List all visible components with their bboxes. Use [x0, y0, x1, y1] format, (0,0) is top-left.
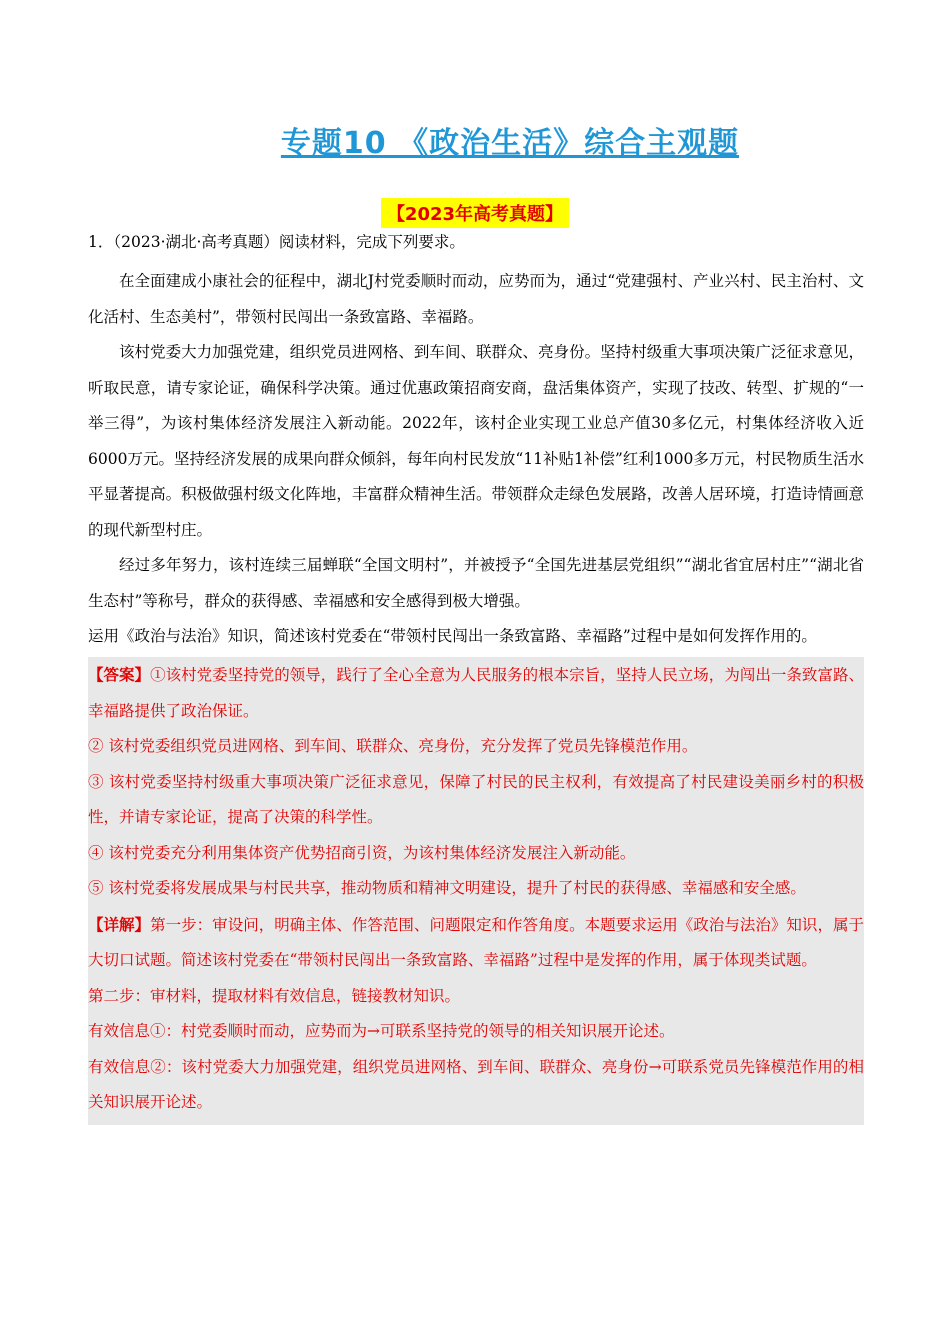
material-paragraph: 在全面建成小康社会的征程中，湖北J村党委顺时而动，应势而为，通过“党建强村、产业兴村、民主治村、文化活村、生态美村”，带领村民闯出一条致富路、幸福路。: [88, 272, 864, 326]
question-prompt: 运用《政治与法治》知识，简述该村党委在“带领村民闯出一条致富路、幸福路”过程中是如何发挥作用的。: [88, 627, 817, 645]
material-paragraph: 经过多年努力，该村连续三届蝉联“全国文明村”，并被授予“全国先进基层党组织”“湖北省宜居村庄”“湖北省生态村”等称号，群众的获得感、幸福感和安全感得到极大增强。: [88, 556, 864, 610]
question-material: [88, 264, 864, 619]
answer-block: [88, 657, 864, 1125]
detail-label: 【详解】: [88, 914, 151, 934]
question-number: 1．: [88, 233, 114, 251]
section-badge: 【2023年高考真题】: [381, 198, 569, 228]
detail-first: [88, 907, 864, 979]
detail-line: 有效信息①：村党委顺时而动，应势而为→可联系坚持党的领导的相关知识展开论述。: [88, 1022, 675, 1040]
detail-line: 第二步：审材料，提取材料有效信息，链接教材知识。: [88, 986, 461, 1005]
answer-label: 【答案】: [88, 665, 151, 684]
answer-point: ⑤ 该村党委将发展成果与村民共享，推动物质和精神文明建设，提升了村民的获得感、幸福感和安全感。: [88, 879, 806, 897]
answer-point: ③ 该村党委坚持村级重大事项决策广泛征求意见，保障了村民的民主权利，有效提高了村民建设美丽乡村的积极性，并请专家论证，提高了决策的科学性。: [88, 772, 864, 826]
detail-text: 第一步：审设问，明确主体、作答范围、问题限定和作答角度。本题要求运用《政治与法治》知识，属于大切口试题。简述该村党委在“带领村民闯出一条致富路、幸福路”过程中是发挥的作用，属于体现类试题。: [88, 915, 864, 969]
answer-point: ② 该村党委组织党员进网格、到车间、联群众、亮身份，充分发挥了党员先锋模范作用。: [88, 737, 698, 755]
detail-line: 有效信息②：该村党委大力加强党建，组织党员进网格、到车间、联群众、亮身份→可联系党员先锋模范作用的相关知识展开论述。: [88, 1057, 864, 1111]
page-title: 专题10 《政治生活》综合主观题: [280, 126, 740, 161]
answer-point: ①该村党委坚持党的领导，践行了全心全意为人民服务的根本宗旨，坚持人民立场，为闯出一条致富路、幸福路提供了政治保证。: [88, 666, 864, 720]
material-paragraph: 该村党委大力加强党建，组织党员进网格、到车间、联群众、亮身份。坚持村级重大事项决策广泛征求意见，听取民意，请专家论证，确保科学决策。通过优惠政策招商安商，盘活集体资产，实现了技改、转型、扩规的“一举三得”，为该村集体经济发展注入新动能。2022年，该村企业实现工业总产值30多亿元，村集体经济收入近6000万元。坚持经济发展的成果向群众倾斜，每年向村民发放“11补贴1补偿”红利1000多万元，村民物质生活水平显著提高。积极做强村级文化阵地，丰富群众精神生活。带领群众走绿色发展路，改善人居环境，打造诗情画意的现代新型村庄。: [88, 343, 864, 539]
answer-point: ④ 该村党委充分利用集体资产优势招商引资，为该村集体经济发展注入新动能。: [88, 843, 636, 862]
question-source: （2023·湖北·高考真题）阅读材料，完成下列要求。: [113, 233, 465, 251]
document-body: [88, 224, 864, 1125]
question-heading: [88, 228, 864, 256]
answer-first: [88, 657, 864, 729]
